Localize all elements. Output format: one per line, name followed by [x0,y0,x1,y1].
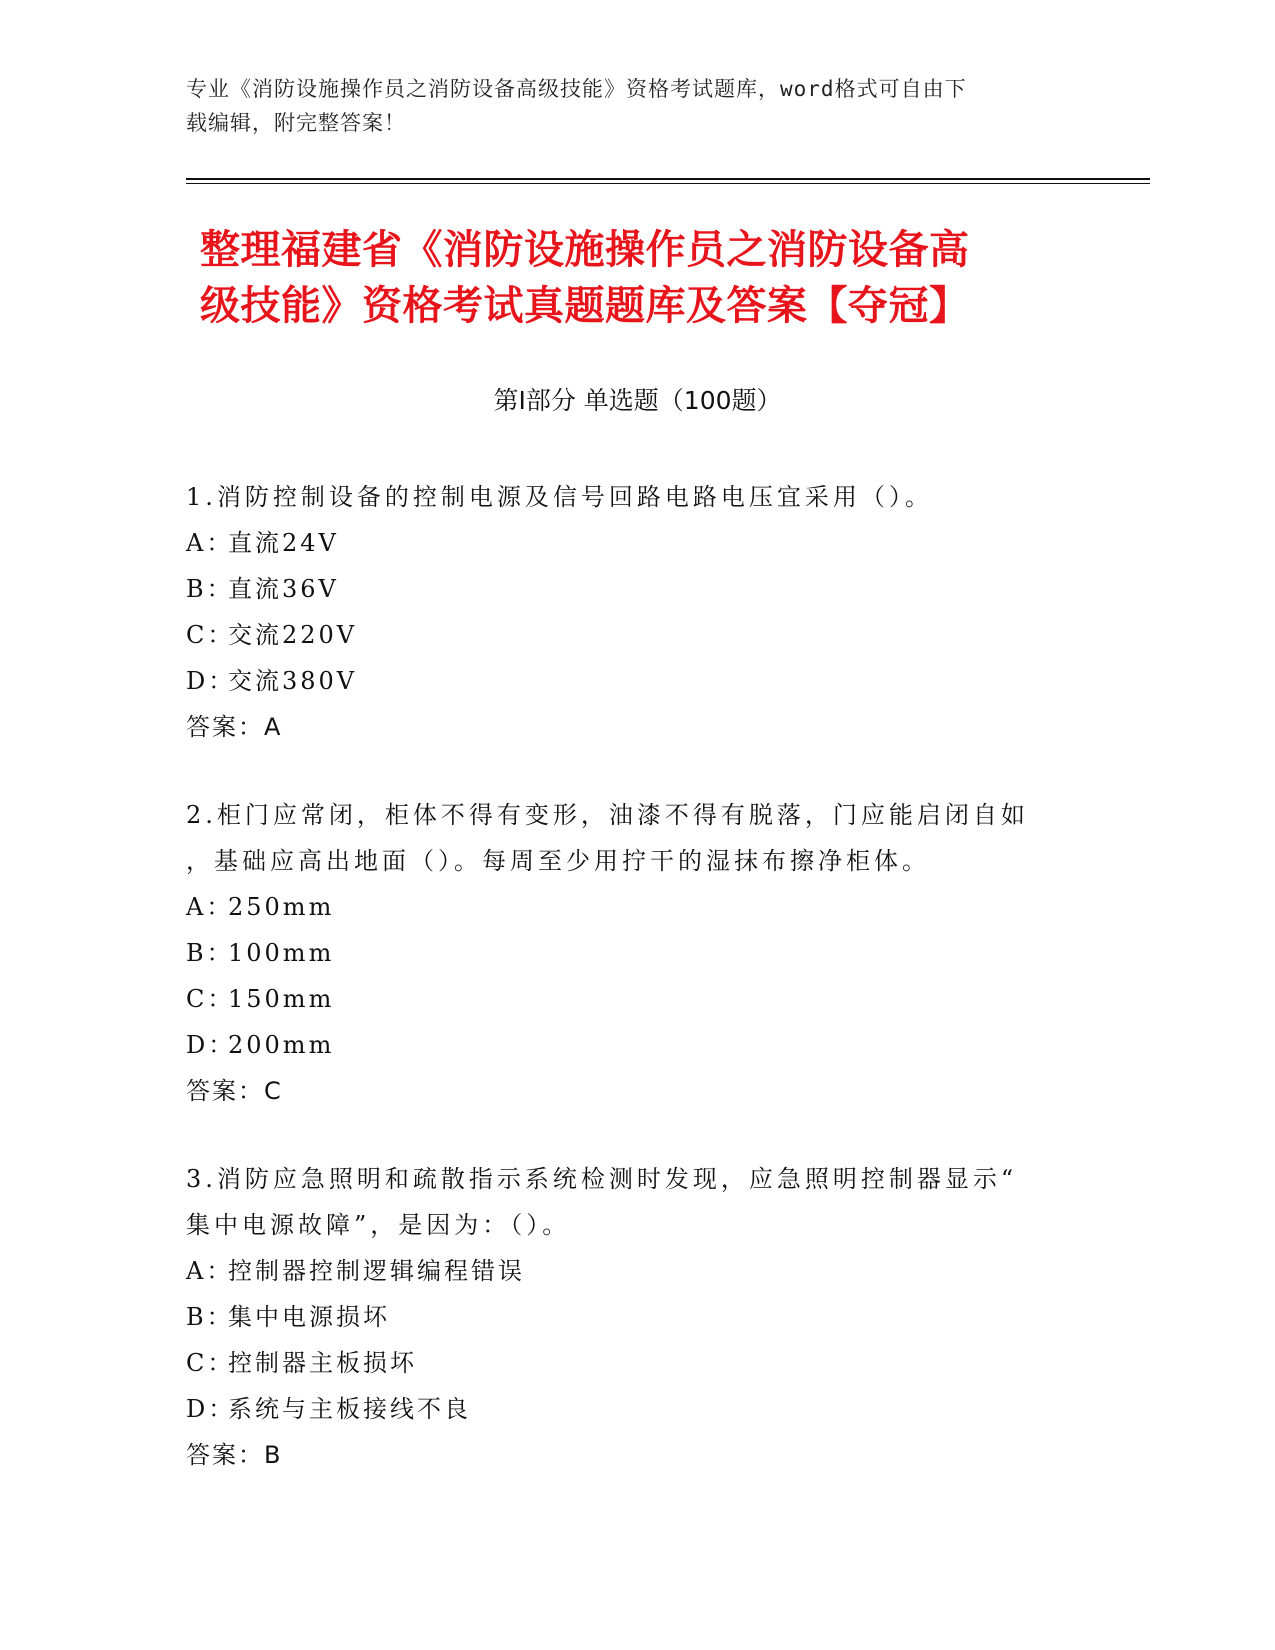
question-text-line-2: 集中电源故障”，是因为：（）。 [186,1211,571,1239]
option-letter: D： [186,1031,236,1059]
header-divider-thick [186,178,1150,180]
option-letter: C： [186,1349,235,1377]
option-letter: B： [186,939,234,967]
header-note-line-1: 专业《消防设施操作员之消防设备高级技能》资格考试题库，word格式可自由下 [186,77,967,101]
option-text: 直流24V [228,529,339,557]
question-text-line-2: ，基础应高出地面（）。每周至少用拧干的湿抹布擦净柜体。 [186,847,930,875]
answer: 答案：C [186,1077,283,1105]
header-note [186,72,1066,140]
option-a [186,884,1086,930]
option-letter: C： [186,985,235,1013]
option-text: 交流220V [228,621,358,649]
answer: 答案：A [186,713,283,741]
option-letter: D： [186,1395,236,1423]
question-2 [186,792,1086,1114]
option-a [186,520,1086,566]
option-c [186,612,1086,658]
option-text: 控制器控制逻辑编程错误 [228,1257,525,1285]
option-text: 150mm [228,985,335,1013]
option-text: 交流380V [228,667,358,695]
option-b [186,566,1086,612]
option-text: 控制器主板损坏 [228,1349,417,1377]
section-title: 第Ⅰ部分 单选题（100题） [493,386,782,415]
document-title [200,222,1100,334]
option-letter: B： [186,575,234,603]
question-1 [186,474,1086,750]
option-c [186,976,1086,1022]
question-text: 1.消防控制设备的控制电源及信号回路电路电压宜采用（）。 [186,483,933,511]
option-text: 直流36V [228,575,339,603]
option-text: 250mm [228,893,335,921]
option-text: 200mm [228,1031,335,1059]
option-letter: B： [186,1303,234,1331]
option-letter: A： [186,893,234,921]
header-note-line-2: 载编辑，附完整答案！ [186,111,406,135]
header-divider-thin [186,183,1150,184]
option-text: 系统与主板接线不良 [228,1395,471,1423]
option-d [186,658,1086,704]
option-d [186,1022,1086,1068]
option-c [186,1340,1086,1386]
question-list [186,474,1086,1520]
document-title-line-1: 整理福建省《消防设施操作员之消防设备高 [200,227,970,273]
option-text: 集中电源损坏 [228,1303,390,1331]
option-d [186,1386,1086,1432]
option-a [186,1248,1086,1294]
option-letter: A： [186,529,234,557]
option-text: 100mm [228,939,335,967]
question-3 [186,1156,1086,1478]
option-b [186,1294,1086,1340]
option-letter: A： [186,1257,234,1285]
question-text-line-1: 2.柜门应常闭，柜体不得有变形，油漆不得有脱落，门应能启闭自如 [186,801,1029,829]
option-b [186,930,1086,976]
option-letter: C： [186,621,235,649]
question-text-line-1: 3.消防应急照明和疏散指示系统检测时发现，应急照明控制器显示“ [186,1165,1018,1193]
answer: 答案：B [186,1441,283,1469]
option-letter: D： [186,667,236,695]
document-title-line-2: 级技能》资格考试真题题库及答案【夺冠】 [200,283,970,329]
